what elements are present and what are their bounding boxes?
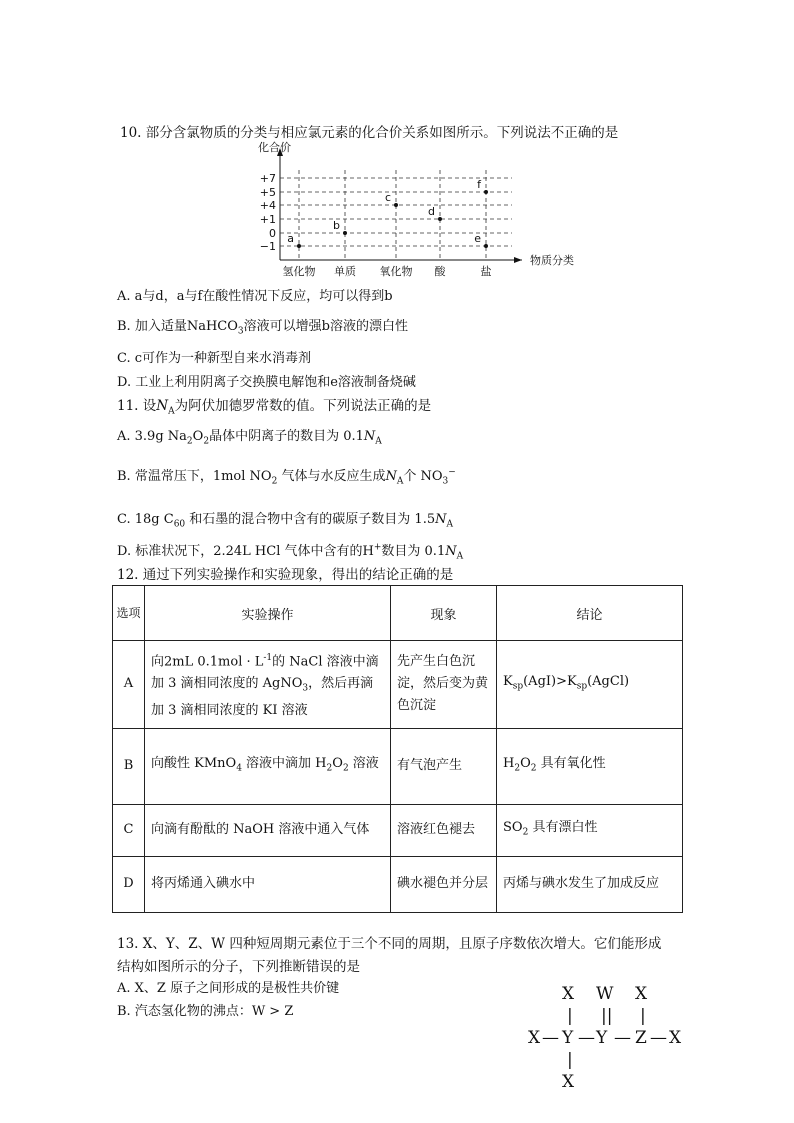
row-conclusion: 丙烯与碘水发生了加成反应: [497, 856, 683, 912]
x-tick-label: 氧化物: [379, 265, 413, 278]
x-axis-label: 物质分类: [530, 254, 574, 267]
header-option: 选项: [113, 586, 145, 641]
row-phenomenon: 碘水褪色并分层: [391, 856, 497, 912]
molecule-structure: [528, 984, 688, 1094]
y-tick-label: +1: [259, 213, 276, 226]
table-row: [113, 856, 683, 912]
x-axis-arrow: [514, 257, 522, 263]
experiment-table: [112, 585, 683, 913]
row-conclusion: $H_2O_2$ 具有氧化性: [497, 728, 683, 804]
x-tick-label: 单质: [334, 265, 356, 278]
q13-stem-line2: 结构如图所示的分子，下列推断错误的是: [117, 959, 360, 975]
atom-x-right: X: [669, 1028, 682, 1048]
bond-double-vertical: ||: [601, 1006, 613, 1026]
bond-single: —: [614, 1028, 631, 1048]
y-tick-label: +7: [259, 172, 276, 185]
bond-single-vertical: |: [640, 1006, 646, 1026]
atom-x-left: X: [528, 1028, 541, 1048]
header-operation: 实验操作: [145, 586, 391, 641]
bond-single: —: [578, 1028, 595, 1048]
table-row: [113, 804, 683, 856]
q11-option-b: B. 常温常压下，1mol $NO_2$ 气体与水反应生成$N_A$个 $NO_3^-$: [117, 467, 456, 487]
row-option: B: [113, 728, 145, 804]
q13-stem-line1: 13. X、Y、Z、W 四种短周期元素位于三个不同的周期，且原子序数依次增大。它们能形成: [117, 936, 662, 952]
data-point: [343, 231, 347, 235]
bond-single-vertical: |: [567, 1050, 573, 1070]
q13-option-b: B. 汽态氢化物的沸点：W > Z: [117, 1004, 294, 1019]
y-axis-label: 化合价: [258, 141, 291, 154]
q10-option-c: C. c可作为一种新型自来水消毒剂: [117, 351, 312, 366]
point-label: d: [428, 205, 435, 218]
atom-z: Z: [635, 1028, 647, 1048]
y-tick-label: −1: [259, 240, 276, 253]
row-option: A: [113, 641, 145, 729]
data-point: [297, 244, 301, 248]
table-header-row: [113, 586, 683, 641]
q11-option-a: A. 3.9g $Na_2O_2$晶体中阴离子的数目为 $0.1N_A$: [117, 429, 382, 447]
q10-stem: 10. 部分含氯物质的分类与相应氯元素的化合价关系如图所示。下列说法不正确的是: [120, 125, 619, 141]
y-tick-label: 0: [269, 227, 276, 240]
q11-option-c: C. 18g $C_{60}$ 和石墨的混合物中含有的碳原子数目为 $1.5N_A$: [117, 512, 453, 530]
q13-option-a: A. X、Z 原子之间形成的是极性共价键: [117, 981, 340, 996]
atom-x-top-left: X: [562, 984, 575, 1004]
q11-stem: 11. 设$N_A$为阿伏加德罗常数的值。下列说法正确的是: [117, 398, 432, 417]
header-conclusion: 结论: [497, 586, 683, 641]
atom-x-top-right: X: [635, 984, 648, 1004]
row-option: D: [113, 856, 145, 912]
row-operation: 将丙烯通入碘水中: [145, 856, 391, 912]
atom-y-right: Y: [596, 1028, 608, 1048]
point-label: c: [384, 191, 391, 204]
q11-option-d: D. 标准状况下，2.24L HCl 气体中含有的H+数目为 $0.1N_A$: [117, 542, 464, 562]
q10-option-d: D. 工业上利用阴离子交换膜电解饱和e溶液制备烧碱: [117, 375, 416, 390]
point-label: f: [477, 178, 481, 191]
row-conclusion: $SO_2$ 具有漂白性: [497, 804, 683, 856]
x-tick-label: 氢化物: [282, 265, 316, 278]
data-point: [484, 244, 488, 248]
header-phenomenon: 现象: [391, 586, 497, 641]
x-tick-label: 盐: [480, 265, 492, 278]
atom-y-left: Y: [562, 1028, 574, 1048]
row-option: C: [113, 804, 145, 856]
data-point: [484, 190, 488, 194]
bond-single: —: [542, 1028, 559, 1048]
atom-x-bottom: X: [562, 1072, 575, 1092]
point-label: b: [333, 219, 340, 232]
atom-w-top: W: [596, 984, 614, 1004]
q10-option-a: A. a与d，a与f在酸性情况下反应，均可以得到b: [117, 289, 393, 304]
row-operation: 向酸性 KMnO$_4$ 溶液中滴加 $H_2O_2$ 溶液: [145, 728, 391, 804]
row-phenomenon: 溶液红色褪去: [391, 804, 497, 856]
row-operation: 向滴有酚酞的 NaOH 溶液中通入气体: [145, 804, 391, 856]
y-tick-label: +4: [259, 199, 276, 212]
row-phenomenon: 有气泡产生: [391, 728, 497, 804]
point-label: e: [474, 232, 481, 245]
point-label: a: [287, 232, 294, 245]
bond-single-vertical: |: [567, 1006, 573, 1026]
data-point: [438, 217, 442, 221]
data-point: [394, 203, 398, 207]
table-row: [113, 728, 683, 804]
row-phenomenon: 先产生白色沉淀，然后变为黄色沉淀: [391, 641, 497, 729]
y-tick-label: +5: [259, 186, 276, 199]
valence-chart: [250, 138, 590, 278]
table-row: [113, 641, 683, 729]
row-operation: 向2mL $0.1mol \cdot L^{-1}$的 NaCl 溶液中滴加 3 滴相同浓度的 AgNO$_3$，然后再滴加 3 滴相同浓度的 KI 溶液: [145, 641, 391, 729]
bond-single: —: [650, 1028, 667, 1048]
x-tick-label: 酸: [434, 265, 446, 278]
row-conclusion: $K_{sp}(AgI)>K_{sp}(AgCl)$: [497, 641, 683, 729]
q12-stem: 12. 通过下列实验操作和实验现象，得出的结论正确的是: [117, 567, 454, 583]
q10-option-b: B. 加入适量NaHCO$_3$溶液可以增强b溶液的漂白性: [117, 319, 408, 337]
